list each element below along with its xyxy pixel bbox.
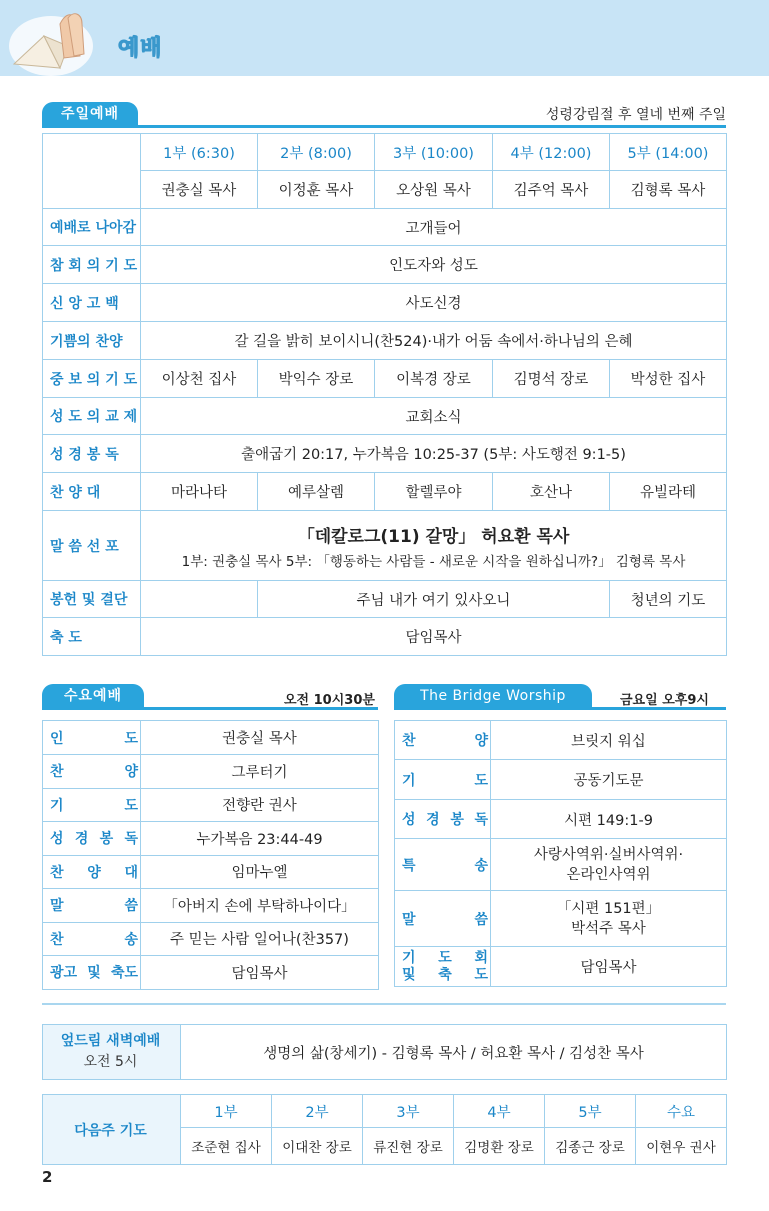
- wednesday-table: [42, 720, 379, 990]
- dawn-time: 오전 5시: [83, 1054, 138, 1070]
- choir-name: 유빌라테: [610, 473, 727, 511]
- row-label: [43, 721, 141, 755]
- row-value: 임마누엘: [141, 855, 379, 889]
- row-label: [43, 788, 141, 822]
- value-line: 박석주 목사: [571, 920, 646, 937]
- row-value: 권충실 목사: [141, 721, 379, 755]
- row-value: 공동기도문: [491, 760, 727, 800]
- sunday-note: 성령강림절 후 열네 번째 주일: [545, 107, 726, 123]
- prayer-header: 3부: [363, 1095, 454, 1128]
- label-text: 찬 양 대: [50, 864, 138, 881]
- prayer-header: 1부: [181, 1095, 272, 1128]
- prayer-name: 이대찬 장로: [272, 1128, 363, 1165]
- row-label: [395, 891, 491, 947]
- row-label: [395, 760, 491, 800]
- label-text: 기 도: [402, 772, 488, 789]
- dawn-table: [42, 1024, 727, 1080]
- row-label: 말 씀 선 포: [43, 511, 141, 581]
- label-text: 기 도 회: [402, 949, 488, 966]
- prayer-name: 조준현 집사: [181, 1128, 272, 1165]
- prayer-header: 2부: [272, 1095, 363, 1128]
- row-value: 전향란 권사: [141, 788, 379, 822]
- row-value: 누가복음 23:44-49: [141, 822, 379, 856]
- label-text: 광고 및 축도: [50, 965, 138, 982]
- value-line: 「시편 151편」: [556, 900, 661, 917]
- intercessor: 박익수 장로: [258, 360, 375, 398]
- prayer-header: 4부: [454, 1095, 545, 1128]
- row-value: 사도신경: [141, 284, 727, 322]
- wednesday-row: [43, 822, 379, 856]
- row-value: 담임목사: [141, 618, 727, 656]
- row-value: 담임목사: [141, 956, 379, 990]
- value-line: 사랑사역위·실버사역위·: [533, 846, 684, 863]
- row-label: [43, 755, 141, 789]
- label-text: 찬 송: [50, 931, 138, 948]
- next-prayer-label: 다음주 기도: [43, 1095, 181, 1165]
- dawn-value: 생명의 삶(창세기) - 김형록 목사 / 허요환 목사 / 김성찬 목사: [181, 1025, 727, 1080]
- intercessor: 이복경 장로: [375, 360, 493, 398]
- label-text: 인 도: [50, 730, 138, 747]
- section-divider: [42, 1003, 726, 1005]
- row-label: 중 보 의 기 도: [43, 360, 141, 398]
- service-header: 2부 (8:00): [258, 134, 375, 171]
- offering-prayer: 청년의 기도: [610, 581, 727, 618]
- wednesday-row: [43, 721, 379, 755]
- bridge-tab: The Bridge Worship: [394, 684, 592, 708]
- wednesday-note: 오전 10시30분: [284, 693, 375, 708]
- wednesday-row: [43, 889, 379, 923]
- sunday-rule: [42, 125, 726, 128]
- prayer-name: 김명환 장로: [454, 1128, 545, 1165]
- page-number: 2: [42, 1168, 53, 1186]
- dawn-label: 엎드림 새벽예배: [60, 1033, 161, 1049]
- prayer-name: 김종근 장로: [545, 1128, 636, 1165]
- intercessor: 김명석 장로: [493, 360, 610, 398]
- row-value: 교회소식: [141, 398, 727, 435]
- sermon-subtitle: 1부: 권충실 목사 5부: 「행동하는 사람들 - 새로운 시작을 원하십니까?」 김형록 목사: [181, 553, 686, 570]
- row-label: [395, 721, 491, 760]
- service-leader: 김주억 목사: [493, 171, 610, 209]
- row-label: [43, 956, 141, 990]
- bridge-table: [394, 720, 727, 987]
- row-value: 브릿지 워십: [491, 721, 727, 760]
- row-label: [395, 839, 491, 891]
- service-leader: 김형록 목사: [610, 171, 727, 209]
- row-label: [395, 947, 491, 987]
- sunday-tab: 주일예배: [42, 102, 138, 126]
- row-label: 봉헌 및 결단: [43, 581, 141, 618]
- row-value: 인도자와 성도: [141, 246, 727, 284]
- page-title: 예배: [118, 36, 163, 61]
- choir-name: 호산나: [493, 473, 610, 511]
- service-header: 4부 (12:00): [493, 134, 610, 171]
- row-label: 축 도: [43, 618, 141, 656]
- row-label: 찬 양 대: [43, 473, 141, 511]
- label-text: 말 씀: [50, 898, 138, 915]
- prayer-name: 이현우 권사: [636, 1128, 727, 1165]
- row-value: 시편 149:1-9: [491, 800, 727, 839]
- wednesday-row: [43, 922, 379, 956]
- row-label: 성 경 봉 독: [43, 435, 141, 473]
- bridge-note: 금요일 오후9시: [620, 693, 709, 708]
- value-line: 온라인사역위: [566, 866, 651, 883]
- row-label: [43, 889, 141, 923]
- prayer-name: 류진현 장로: [363, 1128, 454, 1165]
- wednesday-row: [43, 755, 379, 789]
- wednesday-row: [43, 956, 379, 990]
- sermon-cell: [141, 511, 727, 581]
- row-value: 출애굽기 20:17, 누가복음 10:25-37 (5부: 사도행전 9:1-5): [141, 435, 727, 473]
- service-header: 5부 (14:00): [610, 134, 727, 171]
- label-text: 기 도: [50, 797, 138, 814]
- row-label: 참 회 의 기 도: [43, 246, 141, 284]
- wednesday-row: [43, 788, 379, 822]
- row-value: 고개들어: [141, 209, 727, 246]
- wednesday-tab: 수요예배: [42, 684, 144, 708]
- label-text: 말 씀: [402, 911, 488, 928]
- row-value: 그루터기: [141, 755, 379, 789]
- row-label: 예배로 나아감: [43, 209, 141, 246]
- row-label: [395, 800, 491, 839]
- corner-cell: [43, 134, 141, 209]
- row-label: 성 도 의 교 제: [43, 398, 141, 435]
- praying-hands-bible-icon: [8, 6, 94, 76]
- sermon-title: 「데칼로그(11) 갈망」 허요환 목사: [297, 526, 570, 547]
- wednesday-row: [43, 855, 379, 889]
- label-text: 찬 양: [402, 733, 488, 749]
- label-text: 특 송: [402, 857, 488, 874]
- service-header: 1부 (6:30): [141, 134, 258, 171]
- row-value: 담임목사: [491, 947, 727, 987]
- row-label: 기쁨의 찬양: [43, 322, 141, 360]
- service-leader: 오상원 목사: [375, 171, 493, 209]
- label-text: 성 경 봉 독: [402, 812, 488, 828]
- row-value: [491, 839, 727, 891]
- service-header: 3부 (10:00): [375, 134, 493, 171]
- choir-name: 예루살렘: [258, 473, 375, 511]
- next-prayer-table: [42, 1094, 727, 1165]
- service-leader: 권충실 목사: [141, 171, 258, 209]
- row-label: 신 앙 고 백: [43, 284, 141, 322]
- label-text: 및 축 도: [402, 966, 488, 983]
- header-banner: [0, 0, 769, 76]
- label-text: 찬 양: [50, 764, 138, 781]
- dawn-label-cell: [43, 1025, 181, 1080]
- row-value: 주 믿는 사람 일어나(찬357): [141, 922, 379, 956]
- choir-name: 마라나타: [141, 473, 258, 511]
- intercessor: 박성한 집사: [610, 360, 727, 398]
- label-text: 성 경 봉 독: [50, 831, 138, 848]
- prayer-header: 수요: [636, 1095, 727, 1128]
- intercessor: 이상천 집사: [141, 360, 258, 398]
- service-leader: 이정훈 목사: [258, 171, 375, 209]
- sunday-table: [42, 133, 727, 656]
- row-label: [43, 922, 141, 956]
- row-value: 「아버지 손에 부탁하나이다」: [141, 889, 379, 923]
- row-value: [491, 891, 727, 947]
- row-label: [43, 822, 141, 856]
- choir-name: 할렐루야: [375, 473, 493, 511]
- row-value: 갈 길을 밝히 보이시니(찬524)·내가 어둠 속에서·하나님의 은혜: [141, 322, 727, 360]
- empty-cell: [141, 581, 258, 618]
- prayer-header: 5부: [545, 1095, 636, 1128]
- offering-song: 주님 내가 여기 있사오니: [258, 581, 610, 618]
- row-label: [43, 855, 141, 889]
